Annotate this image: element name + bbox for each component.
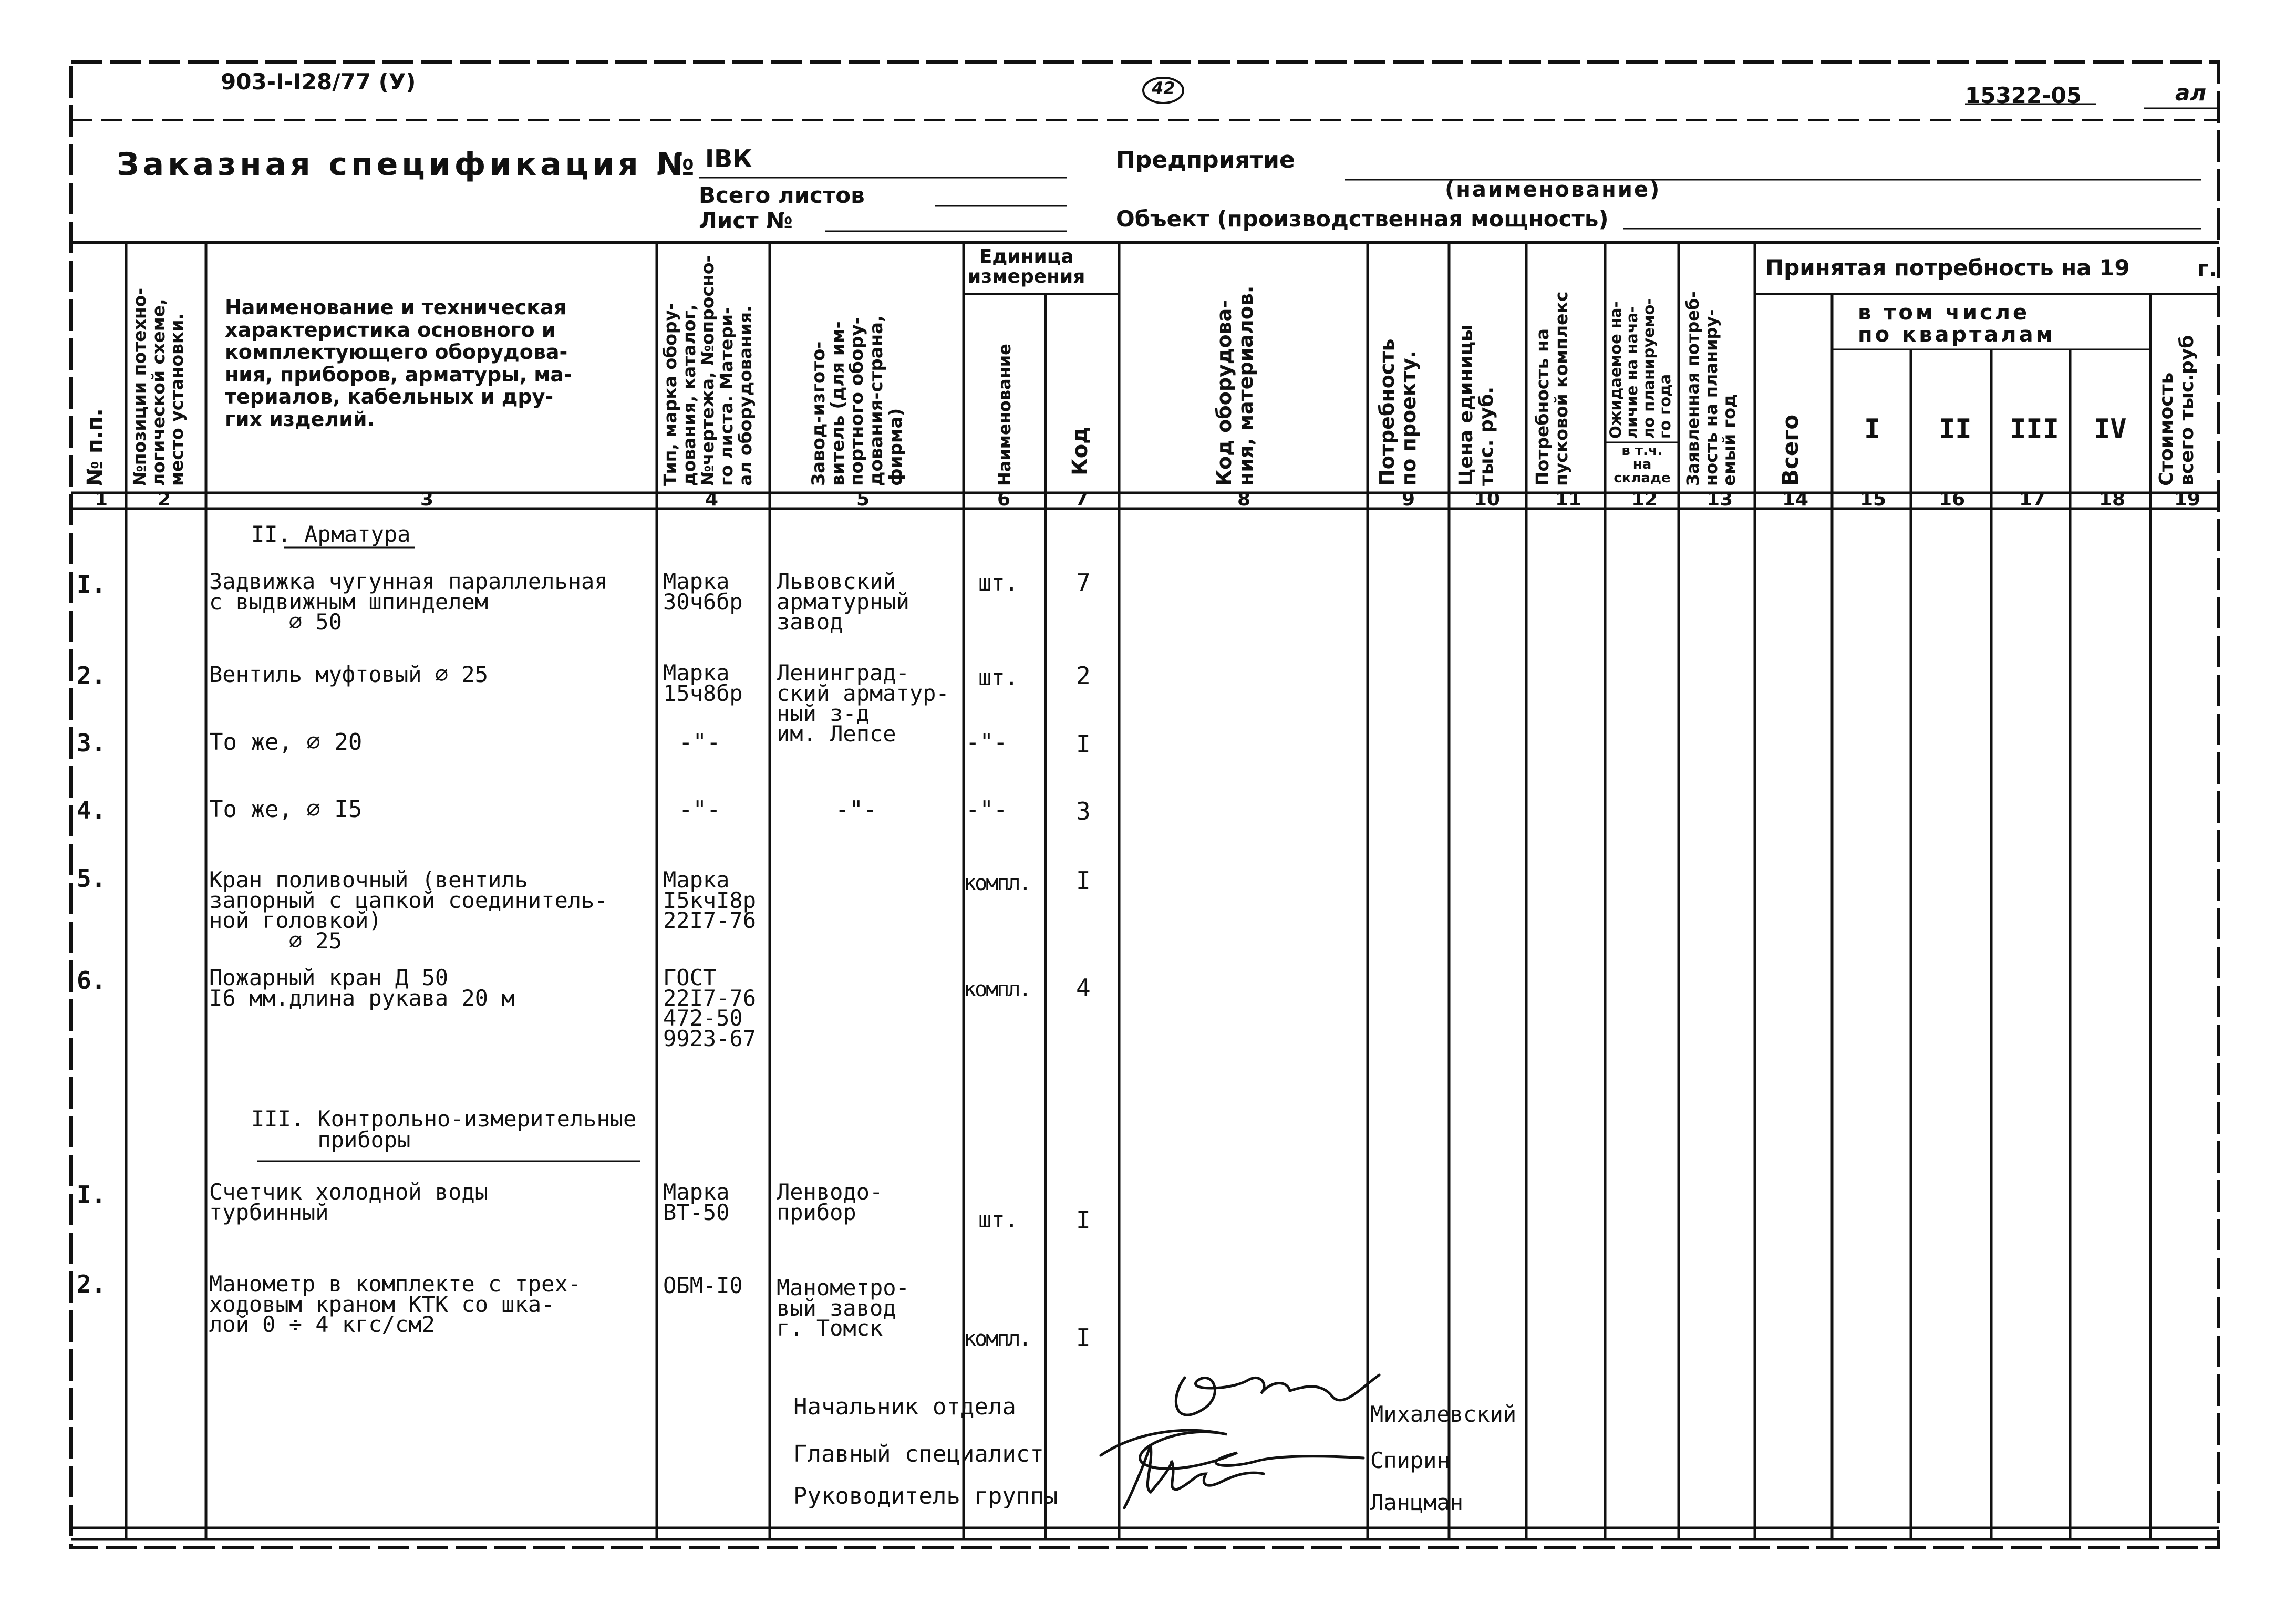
col-number: 5 bbox=[856, 489, 870, 510]
col-number: 15 bbox=[1860, 489, 1887, 510]
accepted-header: Принятая потребность на 19 bbox=[1765, 255, 2130, 281]
enterprise-label: Предприятие bbox=[1116, 147, 1295, 173]
col-number: 17 bbox=[2019, 489, 2046, 510]
col-number: 11 bbox=[1555, 489, 1582, 510]
item-type: Марка ВТ-50 bbox=[663, 1179, 730, 1225]
col-9-header: Потребность по проекту. bbox=[1375, 338, 1421, 486]
item-name: Манометр в комплекте с трех- ходовым краном КТК со шка- лой 0 ÷ 4 кгс/см2 bbox=[209, 1271, 582, 1338]
signature-role: Главный специалист bbox=[793, 1441, 1044, 1467]
item-maker: Манометро- вый завод г. Томск bbox=[777, 1275, 909, 1341]
col-11-header: Потребность на пусковой комплекс bbox=[1532, 291, 1571, 486]
item-type: -"- bbox=[679, 796, 721, 823]
item-name: Пожарный кран Д 50 I6 мм.длина рукава 20 м bbox=[209, 965, 515, 1011]
col-number: 13 bbox=[1707, 489, 1733, 510]
object-label: Объект (производственная мощность) bbox=[1116, 206, 1609, 232]
enterprise-name-caption: (наименование) bbox=[1445, 178, 1661, 202]
col-8-header: Код оборудова- ния, материалов. bbox=[1213, 285, 1258, 486]
item-name: Счетчик холодной воды турбинный bbox=[209, 1179, 489, 1225]
col-number: 16 bbox=[1939, 489, 1966, 510]
row-number: 4. bbox=[77, 796, 106, 824]
col-number: 18 bbox=[2099, 489, 2126, 510]
col-3-header: Наименование и техническая характеристика основного и комплектующего оборудова- ния, приборов, арматуры, ма- териалов, кабельных и дру- гих изделий. bbox=[225, 296, 572, 431]
quarter-1-label: I bbox=[1864, 413, 1881, 445]
document-code: 903-I-I28/77 (У) bbox=[221, 69, 416, 95]
item-name: То же, ⌀ 20 bbox=[209, 729, 363, 756]
col-number: 4 bbox=[705, 489, 719, 510]
item-type: ОБМ-I0 bbox=[663, 1273, 743, 1298]
item-type: Марка 15ч8бр bbox=[663, 660, 743, 706]
quarters-caption: в том числе по кварталам bbox=[1858, 301, 2056, 347]
col-2-header: №позиции потехно- логической схеме, место установки. bbox=[129, 287, 188, 486]
signature-role: Руководитель группы bbox=[793, 1483, 1058, 1509]
item-name: Вентиль муфтовый ⌀ 25 bbox=[209, 661, 489, 687]
col-number: 12 bbox=[1631, 489, 1658, 510]
col-number: 1 bbox=[95, 489, 108, 510]
row-number: 2. bbox=[77, 1270, 106, 1298]
item-quantity: 2 bbox=[1076, 661, 1091, 690]
sheet-no-label: Лист № bbox=[699, 208, 793, 233]
col-number: 2 bbox=[158, 489, 171, 510]
signature-name: Спирин bbox=[1370, 1447, 1450, 1473]
col-number: 14 bbox=[1782, 489, 1809, 510]
item-unit: шт. bbox=[978, 665, 1018, 690]
section-heading: II. Арматура bbox=[251, 521, 411, 547]
accepted-header-suffix: г. bbox=[2197, 256, 2217, 282]
item-quantity: I bbox=[1076, 730, 1091, 758]
col-6-header: Наименование bbox=[995, 344, 1015, 486]
col-12-sub-header: в т.ч. на складе bbox=[1614, 443, 1671, 486]
item-name: То же, ⌀ I5 bbox=[209, 796, 363, 823]
item-quantity: 4 bbox=[1076, 974, 1091, 1002]
row-number: 3. bbox=[77, 729, 106, 757]
spec-title: Заказная спецификация № bbox=[117, 146, 698, 183]
item-type: Марка I5кчI8р 22I7-76 bbox=[663, 867, 757, 934]
signature-name: Михалевский bbox=[1370, 1401, 1517, 1427]
item-unit: шт. bbox=[978, 570, 1018, 596]
spec-number: IВК bbox=[705, 144, 752, 173]
col-number: 10 bbox=[1474, 489, 1501, 510]
page-mark: 42 bbox=[1152, 78, 1175, 98]
row-number: 5. bbox=[77, 864, 106, 893]
quarter-3-label: III bbox=[2010, 413, 2059, 445]
item-unit: -"- bbox=[966, 796, 1008, 823]
unit-group-header: Единица измерения bbox=[968, 246, 1085, 287]
total-sheets-label: Всего листов bbox=[699, 182, 865, 208]
item-quantity: I bbox=[1076, 866, 1091, 895]
col-4-header: Тип, марка обору- дования, каталог, №чертежа, №опросно- го листа. Матери- ал оборудования. bbox=[660, 255, 756, 486]
col-number: 8 bbox=[1237, 489, 1251, 510]
item-maker: Ленводо- прибор bbox=[777, 1179, 883, 1225]
corner-mark: ал bbox=[2175, 80, 2207, 106]
item-unit: компл. bbox=[964, 977, 1030, 1001]
col-10-header: Цена единицы тыс. руб. bbox=[1455, 324, 1497, 486]
item-maker: -"- bbox=[835, 796, 877, 823]
col-number: 3 bbox=[420, 489, 434, 510]
row-number: I. bbox=[77, 570, 106, 598]
col-5-header: Завод-изгото- витель (для им- портного обору- дования-страна, фирма) bbox=[808, 315, 906, 486]
row-number: 6. bbox=[77, 966, 106, 995]
section-heading: III. Контрольно-измерительные приборы bbox=[251, 1106, 637, 1153]
quarter-2-label: II bbox=[1939, 413, 1972, 445]
item-type: Марка 30ч6бр bbox=[663, 568, 743, 615]
col-14-header: Всего bbox=[1777, 414, 1803, 486]
col-number: 6 bbox=[997, 489, 1011, 510]
signature-1 bbox=[1176, 1375, 1379, 1415]
item-type: -"- bbox=[679, 729, 721, 756]
col-number: 19 bbox=[2174, 489, 2201, 510]
col-19-header: Стоимость всего тыс.руб bbox=[2156, 335, 2198, 486]
sheet-code: 15322-05 bbox=[1965, 82, 2082, 108]
item-quantity: 3 bbox=[1076, 797, 1091, 825]
item-unit: компл. bbox=[964, 871, 1030, 895]
signature-name: Ланцман bbox=[1370, 1490, 1464, 1515]
col-number: 9 bbox=[1402, 489, 1415, 510]
item-quantity: I bbox=[1076, 1206, 1091, 1234]
item-type: ГОСТ 22I7-76 472-50 9923-67 bbox=[663, 965, 757, 1051]
col-7-header: Код bbox=[1068, 427, 1092, 475]
col-13-header: Заявленная потреб- ность на планиру- емый год bbox=[1683, 291, 1740, 486]
item-name: Кран поливочный (вентиль запорный с цапкой соединитель- ной головкой) ⌀ 25 bbox=[209, 867, 608, 954]
quarter-4-label: IV bbox=[2094, 413, 2127, 445]
row-number: 2. bbox=[77, 661, 106, 690]
item-quantity: I bbox=[1076, 1324, 1091, 1352]
row-number: I. bbox=[77, 1181, 106, 1209]
col-1-header: № п.п. bbox=[83, 408, 107, 486]
signature-role: Начальник отдела bbox=[793, 1393, 1016, 1420]
item-name: Задвижка чугунная параллельная с выдвижным шпинделем ⌀ 50 bbox=[209, 568, 608, 635]
signature-3 bbox=[1124, 1445, 1264, 1508]
item-maker: Ленинград- ский арматур- ный з-д им. Лепсе bbox=[777, 660, 949, 747]
item-unit: компл. bbox=[964, 1327, 1030, 1351]
item-unit: -"- bbox=[966, 729, 1008, 756]
col-12-header: Ожидаемое на- личие на нача- ло планируемо- го года bbox=[1607, 298, 1674, 439]
col-number: 7 bbox=[1075, 489, 1089, 510]
item-unit: шт. bbox=[978, 1207, 1018, 1233]
item-maker: Львовский арматурный завод bbox=[777, 568, 909, 635]
signature-2 bbox=[1101, 1430, 1363, 1469]
item-quantity: 7 bbox=[1076, 568, 1091, 597]
